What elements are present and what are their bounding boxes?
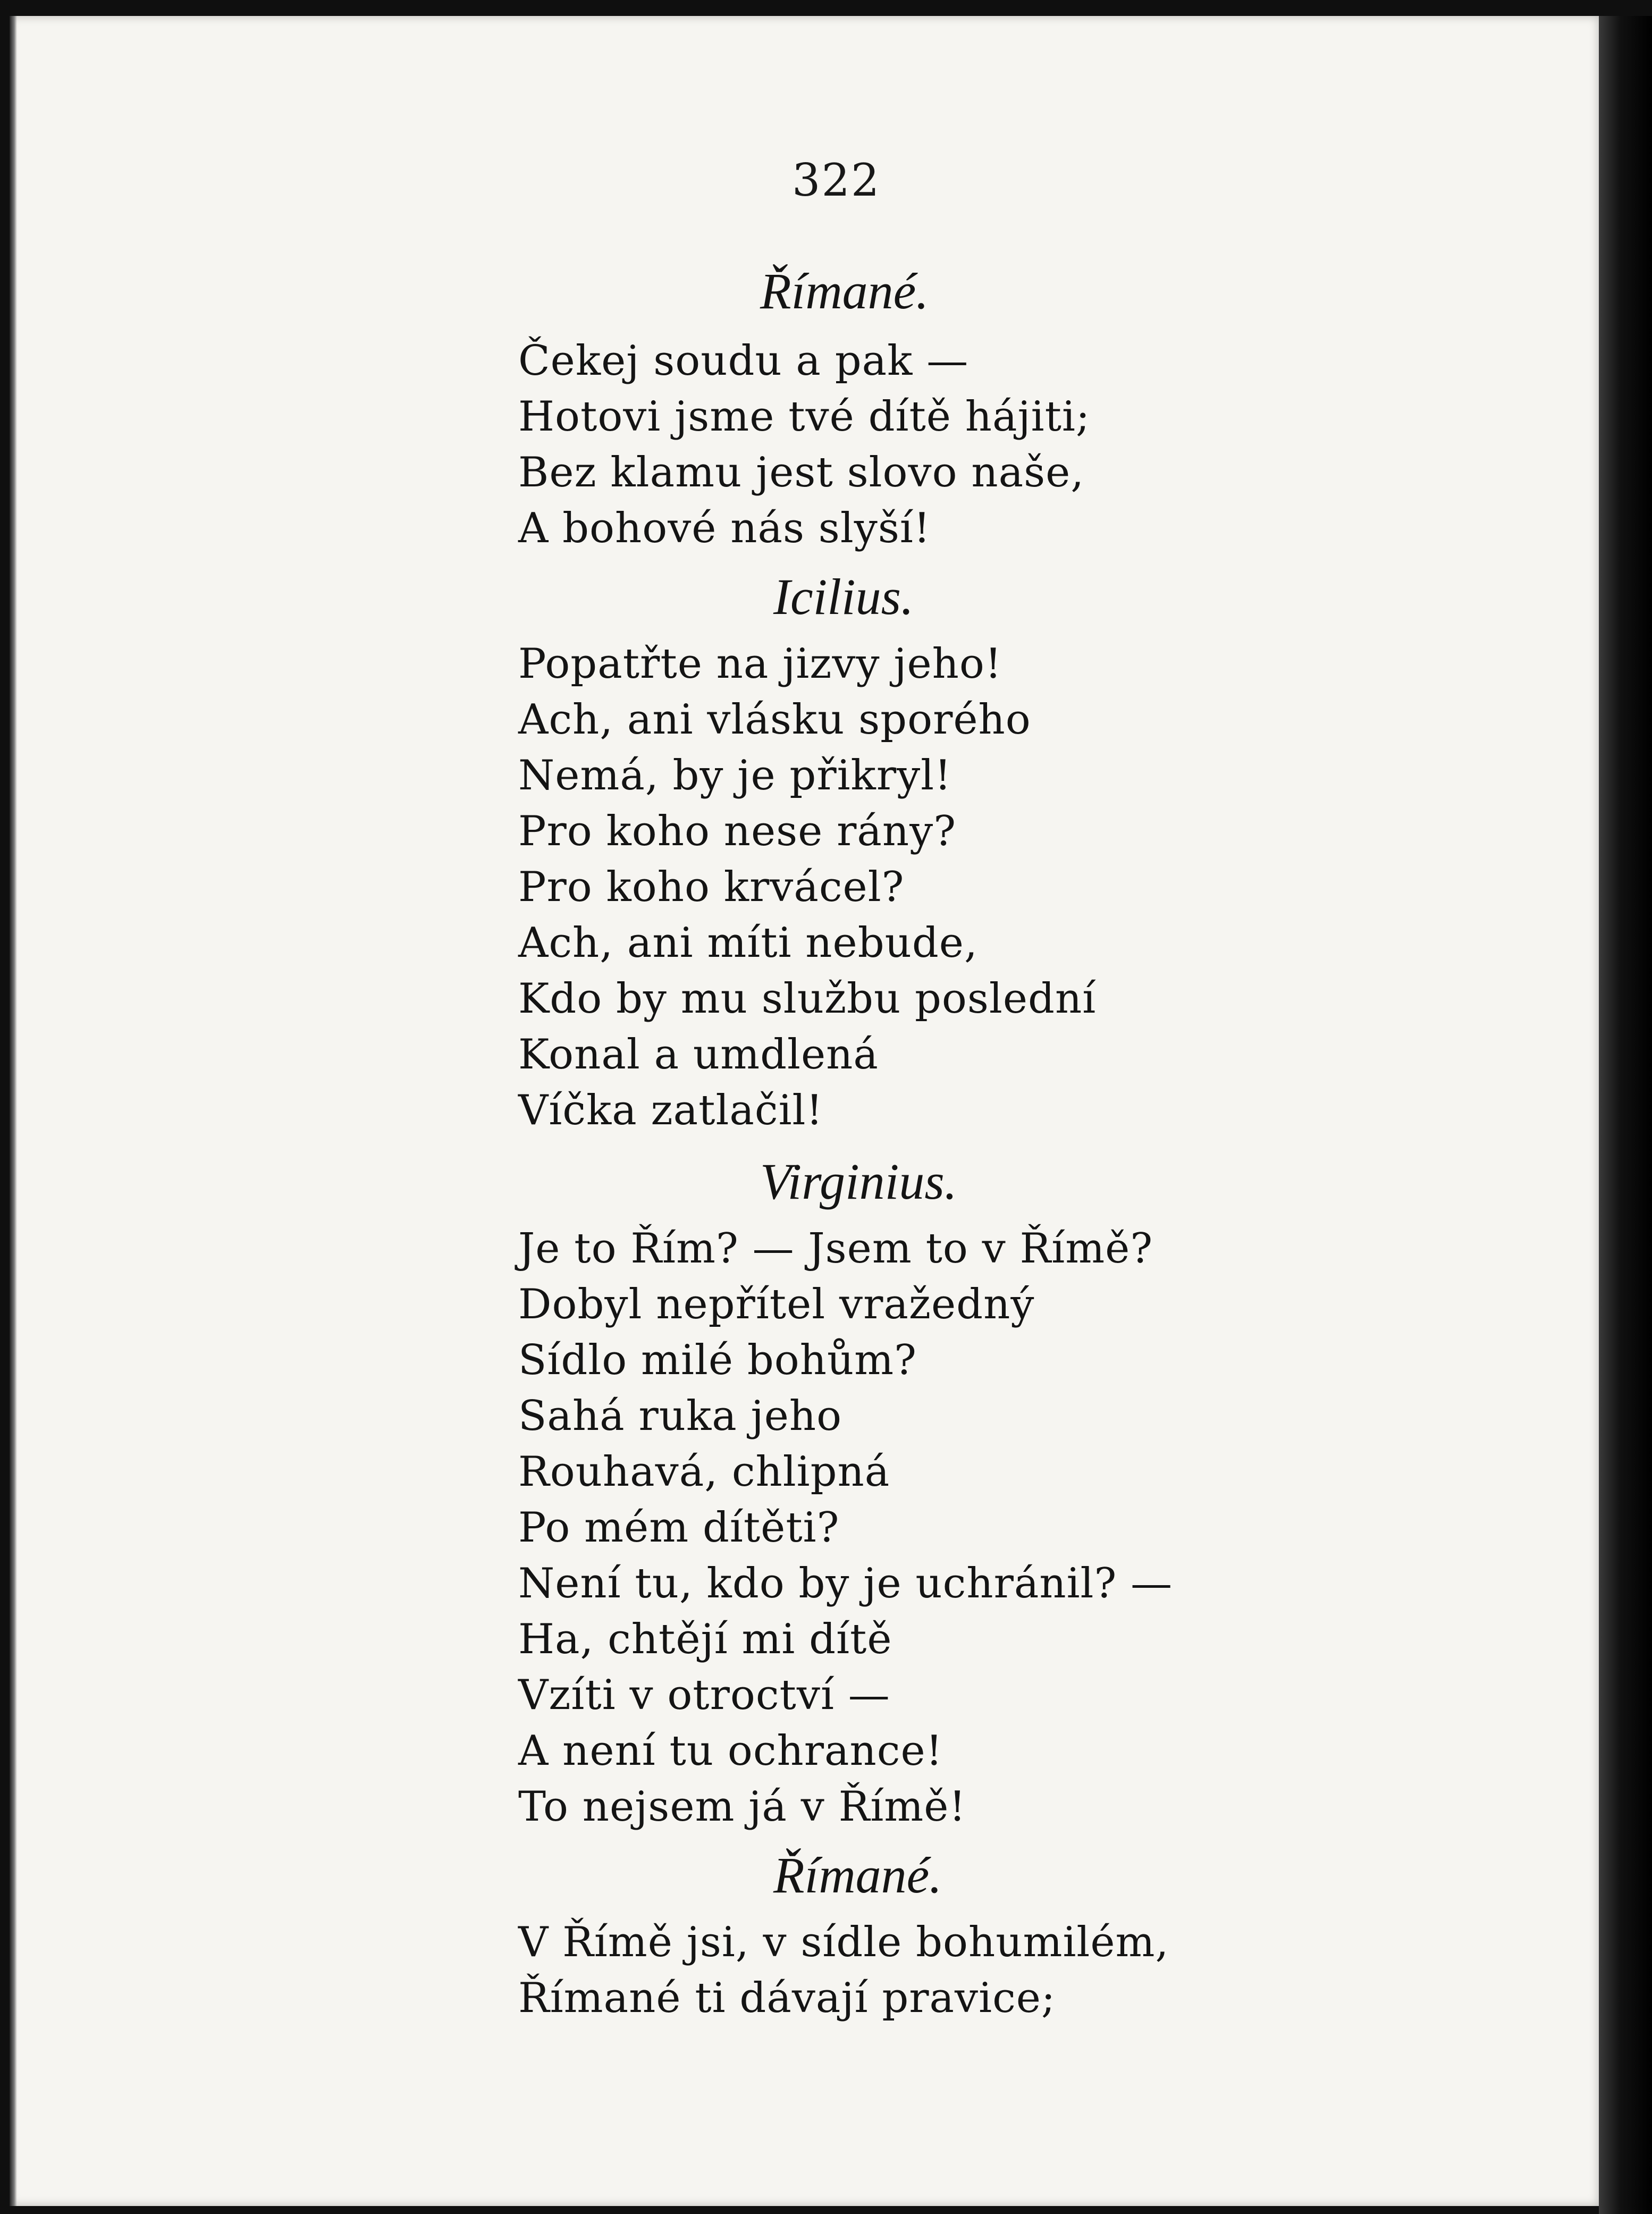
speaker-heading: Virginius. [760,1153,957,1210]
verse-line: Dobyl nepřítel vražedný [518,1281,1035,1328]
verse-line: Pro koho nese rány? [518,807,957,855]
verse-line: Není tu, kdo by je uchránil? — [518,1560,1173,1607]
page-number: 322 [792,154,881,206]
speaker-heading: Římané. [773,1847,942,1904]
verse-line: A bohové nás slyší! [518,504,931,552]
verse-line: Ach, ani vlásku sporého [518,696,1031,744]
verse-line: Je to Řím? — Jsem to v Římě? [518,1225,1153,1273]
verse-line: Konal a umdlená [518,1031,879,1079]
verse-line: Víčka zatlačil! [518,1087,823,1134]
verse-line: Hotovi jsme tvé dítě hájiti; [518,393,1091,441]
verse-line: Popatřte na jizvy jeho! [518,640,1002,688]
verse-line: Sídlo milé bohům? [518,1336,917,1384]
verse-line: Rouhavá, chlipná [518,1448,890,1496]
verse-line: To nejsem já v Římě! [518,1783,966,1831]
verse-line: Bez klamu jest slovo naše, [518,449,1085,496]
verse-line: Pro koho krvácel? [518,863,905,911]
verse-line: V Římě jsi, v sídle bohumilém, [518,1918,1169,1966]
verse-line: Sahá ruka jeho [518,1392,842,1440]
verse-line: Ach, ani míti nebude, [518,919,978,967]
book-spine-shadow [1599,16,1652,2214]
verse-line: Po mém dítěti? [518,1504,840,1552]
verse-line: Nemá, by je přikryl! [518,752,952,799]
speaker-heading: Icilius. [773,568,914,625]
verse-line: A není tu ochrance! [518,1727,943,1775]
speaker-heading: Římané. [760,263,929,319]
verse-line: Ha, chtějí mi dítě [518,1615,892,1663]
verse-line: Římané ti dávají pravice; [518,1974,1056,2022]
page-left-edge [10,16,17,2206]
verse-line: Čekej soudu a pak — [518,337,969,385]
verse-line: Vzíti v otroctví — [518,1671,890,1719]
verse-line: Kdo by mu službu poslední [518,975,1097,1023]
